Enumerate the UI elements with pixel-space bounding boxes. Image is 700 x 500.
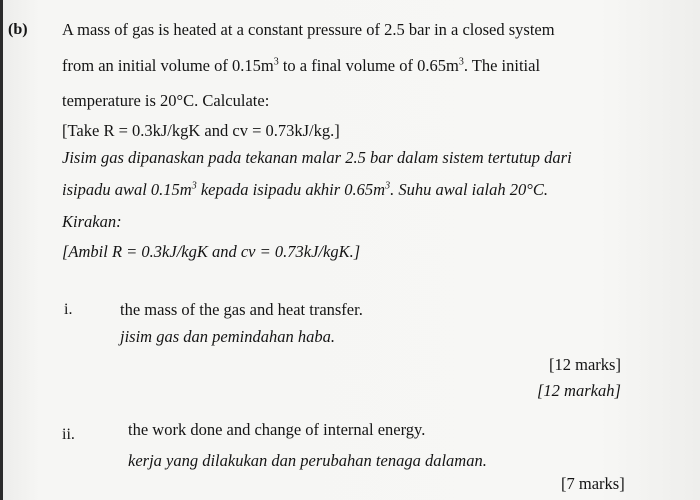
superscript: 3: [385, 180, 391, 192]
question-ms-line-2-a: isipadu awal 0.15m: [62, 180, 192, 199]
question-ms-line-3: Kirakan:: [62, 212, 122, 231]
question-en-line-4: [Take R = 0.3kJ/kgK and cv = 0.73kJ/kg.]: [62, 121, 340, 140]
marks-en: [7 marks]: [561, 474, 625, 493]
subquestion-ms: kerja yang dilakukan dan perubahan tenaga dalaman.: [128, 451, 487, 470]
question-en-line-2-b: to a final volume of 0.65m: [278, 56, 459, 75]
question-en-line-2-c: . The initial: [463, 56, 541, 75]
superscript: 3: [191, 180, 197, 192]
superscript: 3: [273, 56, 279, 68]
subquestion-en: the mass of the gas and heat transfer.: [120, 300, 363, 319]
question-en-line-2-a: from an initial volume of 0.15m: [62, 56, 274, 75]
subquestion-ms: jisim gas dan pemindahan haba.: [120, 327, 335, 346]
marks-en: [12 marks]: [549, 355, 621, 374]
question-en-line-2: [62, 56, 540, 76]
left-margin-rule: [0, 0, 3, 500]
question-ms-line-4: [Ambil R = 0.3kJ/kgK and cv = 0.73kJ/kgK.]: [62, 242, 361, 261]
subquestion-number: i.: [64, 301, 73, 318]
part-label: (b): [8, 21, 28, 38]
question-ms-line-2-b: kepada isipadu akhir 0.65m: [196, 180, 386, 199]
question-ms-line-2-c: . Suhu awal ialah 20°C.: [390, 180, 548, 199]
marks-ms: [12 markah]: [537, 381, 621, 400]
question-en-line-1: A mass of gas is heated at a constant pressure of 2.5 bar in a closed system: [62, 20, 555, 39]
subquestion-number: ii.: [62, 426, 75, 443]
subquestion-en: the work done and change of internal energy.: [128, 420, 426, 439]
question-ms-line-2: [62, 180, 548, 200]
question-ms-line-1: Jisim gas dipanaskan pada tekanan malar 2.5 bar dalam sistem tertutup dari: [62, 148, 572, 167]
superscript: 3: [458, 56, 464, 68]
question-en-line-3: temperature is 20°C. Calculate:: [62, 91, 270, 110]
